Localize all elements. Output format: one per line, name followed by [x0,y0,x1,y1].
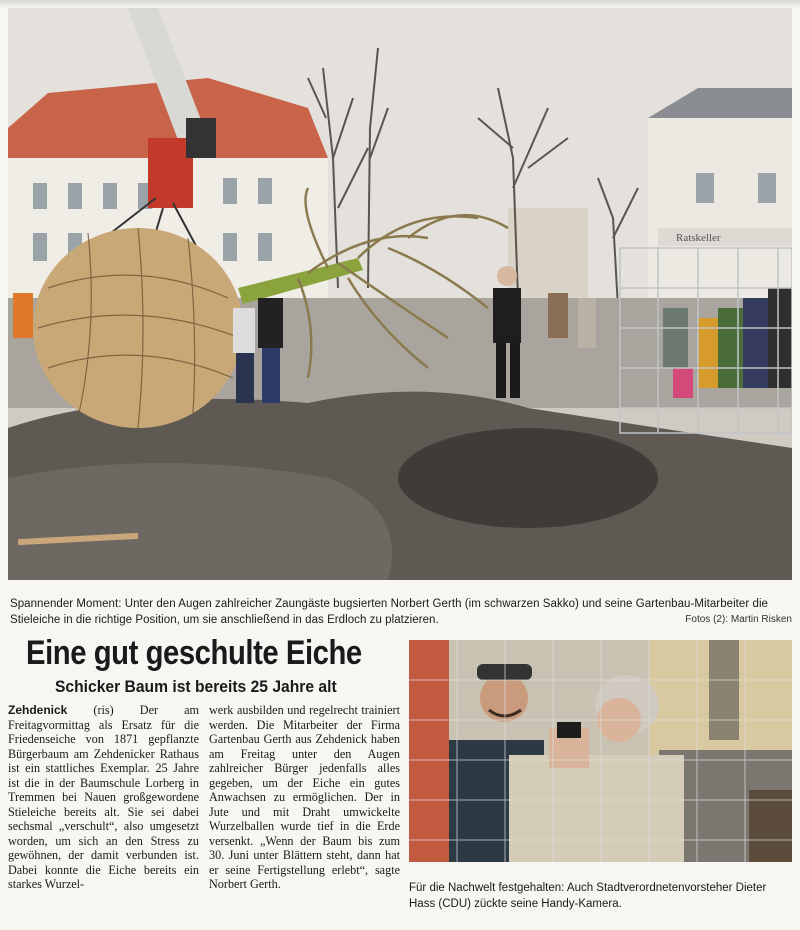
headline: Eine gut geschulte Eiche [26,634,362,672]
clipping-edge [0,0,800,8]
photo-credit: Fotos (2): Martin Risken [685,614,792,625]
top-photo [8,8,792,580]
top-photo-caption: Spannender Moment: Unter den Augen zahlreicher Zaungäste bugsierten Norbert Gerth (im schwarzen Sakko) und seine Gartenbau-Mitarbeiter die Stieleiche in die richtige Position, um sie anschließend in das Erdloch zu platzieren. [10,598,768,626]
dateline: Zehdenick [8,703,68,717]
subheadline: Schicker Baum ist bereits 25 Jahre alt [55,677,337,696]
article-body [8,703,400,892]
article-column-2 [209,703,400,892]
side-photo-caption: Für die Nachwelt festgehalten: Auch Stadtverordnetenvorsteher Dieter Hass (CDU) zückte seine Handy-Kamera. [409,882,767,910]
side-photo [409,640,792,862]
article-col1-text: (ris) Der am Freitagvormittag als Ersatz für die Friedenseiche von 1871 gepflanzte Bürgerbaum am Zehdenicker Rathaus ist ein stattliches Exemplar. 25 Jahre ist die in der Baumschule Lorberg in Tremmen bei Nauen großgewordene Stieleiche bereits alt. Sie sei dabei sechsmal „verschult“, also umgesetzt worden, um sich an den Stress zu gewöhnen, der damit verbunden ist. Dabei konnte die Eiche bereits ein starkes Wurzel- [8,703,199,891]
ratskeller-sign: Ratskeller [676,232,721,244]
article-col2-text: werk ausbilden und regelrecht trainiert werden. Die Mitarbeiter der Firma Gartenbau Gerth aus Zehdenick haben am Freitag unter den Augen zahlreicher Bürger jedenfalls alles gegeben, um der Eiche ein gutes Anwachsen zu ermöglichen. Der in Jute und mit Draht umwickelte Wurzelballen wurde tief in die Erde versenkt. „Wenn der Baum bis zum 30. Juni unter Blättern steht, dann hat er seine Fertigstellung erlebt“, sagte Norbert Gerth. [209,703,400,891]
article-column-1 [8,703,199,892]
